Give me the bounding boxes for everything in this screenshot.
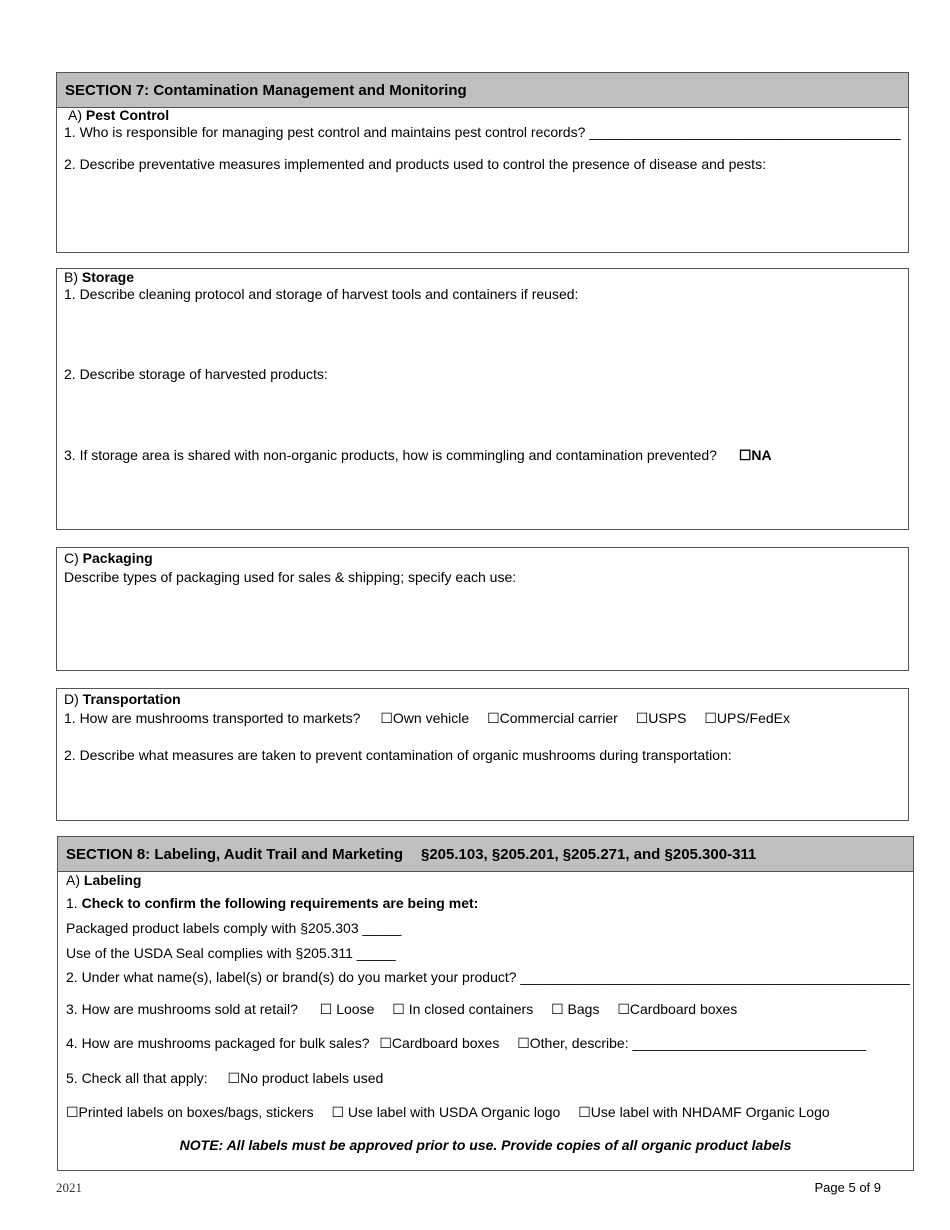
labeling-q1: 1. Check to confirm the following requirements are being met: (66, 895, 479, 911)
section7-title: SECTION 7: Contamination Management and Monitoring (65, 81, 467, 99)
printed-labels-checkbox[interactable]: ☐Printed labels on boxes/bags, stickers (66, 1104, 314, 1120)
labeling-heading: A) Labeling (66, 872, 142, 888)
transport-heading: D) Transportation (64, 691, 181, 707)
packaging-box (56, 547, 909, 671)
storage-q3: 3. If storage area is shared with non-organic products, how is commingling and contamination prevented? ☐NA (64, 447, 772, 463)
storage-box (56, 268, 909, 530)
transport-q2[interactable]: 2. Describe what measures are taken to prevent contamination of organic mushrooms during transportation: (64, 747, 732, 763)
labeling-q3: 3. How are mushrooms sold at retail? ☐ Loose ☐ In closed containers ☐ Bags ☐Cardboard boxes (66, 1001, 738, 1017)
storage-q1[interactable]: 1. Describe cleaning protocol and storage of harvest tools and containers if reused: (64, 286, 579, 302)
section8-header (58, 837, 913, 872)
retail-cardboard-boxes-checkbox[interactable]: ☐Cardboard boxes (617, 1001, 738, 1017)
footer-year: 2021 (56, 1180, 82, 1195)
section7-header (57, 73, 908, 108)
bulk-other-checkbox[interactable]: ☐Other, describe: ______________________________ (517, 1035, 867, 1051)
storage-na-checkbox[interactable]: ☐NA (738, 447, 772, 463)
labeling-q2[interactable]: 2. Under what name(s), label(s) or brand(s) do you market your product? __________________________________________________ (66, 969, 910, 985)
pest-control-heading: A) Pest Control (68, 107, 170, 123)
retail-loose-checkbox[interactable]: ☐ Loose (319, 1001, 375, 1017)
pest-q1[interactable]: 1. Who is responsible for managing pest control and maintains pest control records? ________________________________________ (64, 124, 901, 140)
labeling-q6 (66, 1103, 830, 1121)
no-labels-checkbox[interactable]: ☐No product labels used (227, 1070, 384, 1086)
retail-bags-checkbox[interactable]: ☐ Bags (551, 1001, 600, 1017)
usps-checkbox[interactable]: ☐USPS (635, 710, 687, 726)
retail-closed-containers-checkbox[interactable]: ☐ In closed containers (392, 1001, 534, 1017)
labeling-q4: 4. How are mushrooms packaged for bulk sales? ☐Cardboard boxes ☐Other, describe: ______________________________ (66, 1035, 867, 1051)
commercial-carrier-checkbox[interactable]: ☐Commercial carrier (487, 710, 618, 726)
usda-organic-logo-checkbox[interactable]: ☐ Use label with USDA Organic logo (331, 1104, 561, 1120)
own-vehicle-checkbox[interactable]: ☐Own vehicle (380, 710, 470, 726)
section8-title: SECTION 8: Labeling, Audit Trail and Marketing (66, 845, 403, 863)
section8-regs: §205.103, §205.201, §205.271, and §205.300-311 (420, 845, 757, 863)
pest-q2[interactable]: 2. Describe preventative measures implemented and products used to control the presence of disease and pests: (64, 156, 766, 172)
footer-page-number: Page 5 of 9 (814, 1180, 881, 1195)
packaging-q1[interactable]: Describe types of packaging used for sales & shipping; specify each use: (64, 569, 517, 585)
ups-fedex-checkbox[interactable]: ☐UPS/FedEx (704, 710, 791, 726)
labeling-q5: 5. Check all that apply: ☐No product labels used (66, 1070, 384, 1086)
nhdamf-organic-logo-checkbox[interactable]: ☐Use label with NHDAMF Organic Logo (578, 1104, 830, 1120)
storage-q2[interactable]: 2. Describe storage of harvested products: (64, 366, 328, 382)
bulk-cardboard-boxes-checkbox[interactable]: ☐Cardboard boxes (379, 1035, 500, 1051)
packaging-heading: C) Packaging (64, 550, 153, 566)
storage-heading: B) Storage (64, 269, 135, 285)
transport-q1: 1. How are mushrooms transported to markets? ☐Own vehicle ☐Commercial carrier ☐USPS ☐UPS/FedEx (64, 710, 791, 726)
labeling-req1[interactable]: Packaged product labels comply with §205.303 _____ (66, 920, 402, 936)
labeling-note: NOTE: All labels must be approved prior to use. Provide copies of all organic product labels (179, 1137, 792, 1153)
labeling-req2[interactable]: Use of the USDA Seal complies with §205.311 _____ (66, 945, 396, 961)
